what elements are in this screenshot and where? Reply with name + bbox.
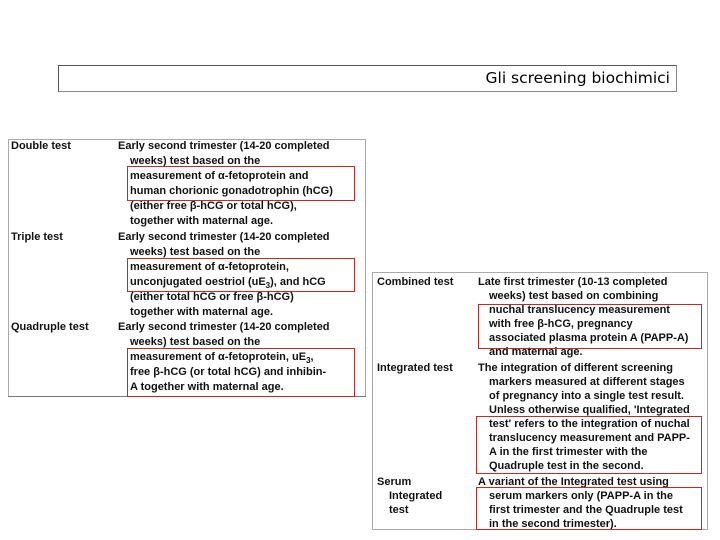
highlight-box	[478, 304, 702, 349]
row-text-line: Early second trimester (14-20 completed	[118, 321, 330, 333]
row-text-line: Unless otherwise qualified, 'Integrated	[489, 404, 690, 416]
row-text-line: A variant of the Integrated test using	[478, 476, 669, 488]
row-text-line: human chorionic gonadotrophin (hCG)	[130, 185, 333, 197]
left-table-image	[8, 139, 366, 397]
row-label-serum-integrated-test: Serum	[377, 476, 412, 488]
row-text-line: Early second trimester (14-20 completed	[118, 231, 330, 243]
row-label-double-test: Double test	[11, 140, 71, 152]
row-text-line: test' refers to the integration of nuchal	[489, 418, 690, 430]
row-label-serum-integrated-test-line: Integrated	[389, 490, 443, 502]
row-text-line: Quadruple test in the second.	[489, 460, 644, 472]
row-text-line: in the second trimester).	[489, 518, 617, 530]
highlight-box	[127, 348, 355, 397]
row-text-line: together with maternal age.	[130, 215, 274, 227]
row-text-line: weeks) test based on the	[130, 336, 261, 348]
row-text-line: and maternal age.	[489, 346, 583, 358]
row-text-line: Early second trimester (14-20 completed	[118, 140, 330, 152]
row-text-line: of pregnancy into a single test result.	[489, 390, 684, 402]
row-text-line: nuchal translucency measurement	[489, 304, 670, 316]
row-text-line: A in the first trimester with the	[489, 446, 648, 458]
row-text-line: translucency measurement and PAPP-	[489, 432, 690, 444]
row-label-integrated-test: Integrated test	[377, 362, 453, 374]
row-text-line: free β-hCG (or total hCG) and inhibin-	[130, 366, 327, 378]
row-text-line: measurement of α-fetoprotein,	[130, 261, 289, 273]
row-text-line: associated plasma protein A (PAPP-A)	[489, 332, 689, 344]
row-label-quadruple-test: Quadruple test	[11, 321, 89, 333]
row-text-line: weeks) test based on combining	[489, 290, 659, 302]
right-table-image	[372, 272, 708, 530]
row-text-line: Late first trimester (10-13 completed	[478, 276, 668, 288]
row-text-line: (either total hCG or free β-hCG)	[130, 291, 294, 303]
row-text-line: together with maternal age.	[130, 306, 274, 318]
highlight-box	[476, 487, 702, 530]
row-label-serum-integrated-test-line: test	[389, 504, 409, 516]
row-label-combined-test: Combined test	[377, 276, 454, 288]
row-text-line: weeks) test based on the	[130, 155, 261, 167]
row-text-line: with free β-hCG, pregnancy	[489, 318, 633, 330]
slide-title-bar	[58, 65, 677, 92]
row-text-line: first trimester and the Quadruple test	[489, 504, 683, 516]
row-text-line: markers measured at different stages	[489, 376, 685, 388]
row-text-line: unconjugated oestriol $(uE_3)$, and hCG	[130, 276, 326, 291]
row-text-line: A together with maternal age.	[130, 381, 284, 393]
row-text-line: serum markers only (PAPP-A in the	[489, 490, 673, 502]
row-text-line: weeks) test based on the	[130, 246, 261, 258]
row-text-line: (either free β-hCG or total hCG),	[130, 200, 297, 212]
slide-title: Gli screening biochimici	[485, 69, 670, 87]
highlight-box	[476, 416, 702, 474]
row-text-line: measurement of α-fetoprotein, $uE_3$,	[130, 351, 314, 366]
row-label-triple-test: Triple test	[11, 231, 63, 243]
highlight-box	[127, 258, 355, 292]
row-text-line: measurement of α-fetoprotein and	[130, 170, 309, 182]
highlight-box	[127, 166, 355, 201]
row-text-line: The integration of different screening	[478, 362, 673, 374]
